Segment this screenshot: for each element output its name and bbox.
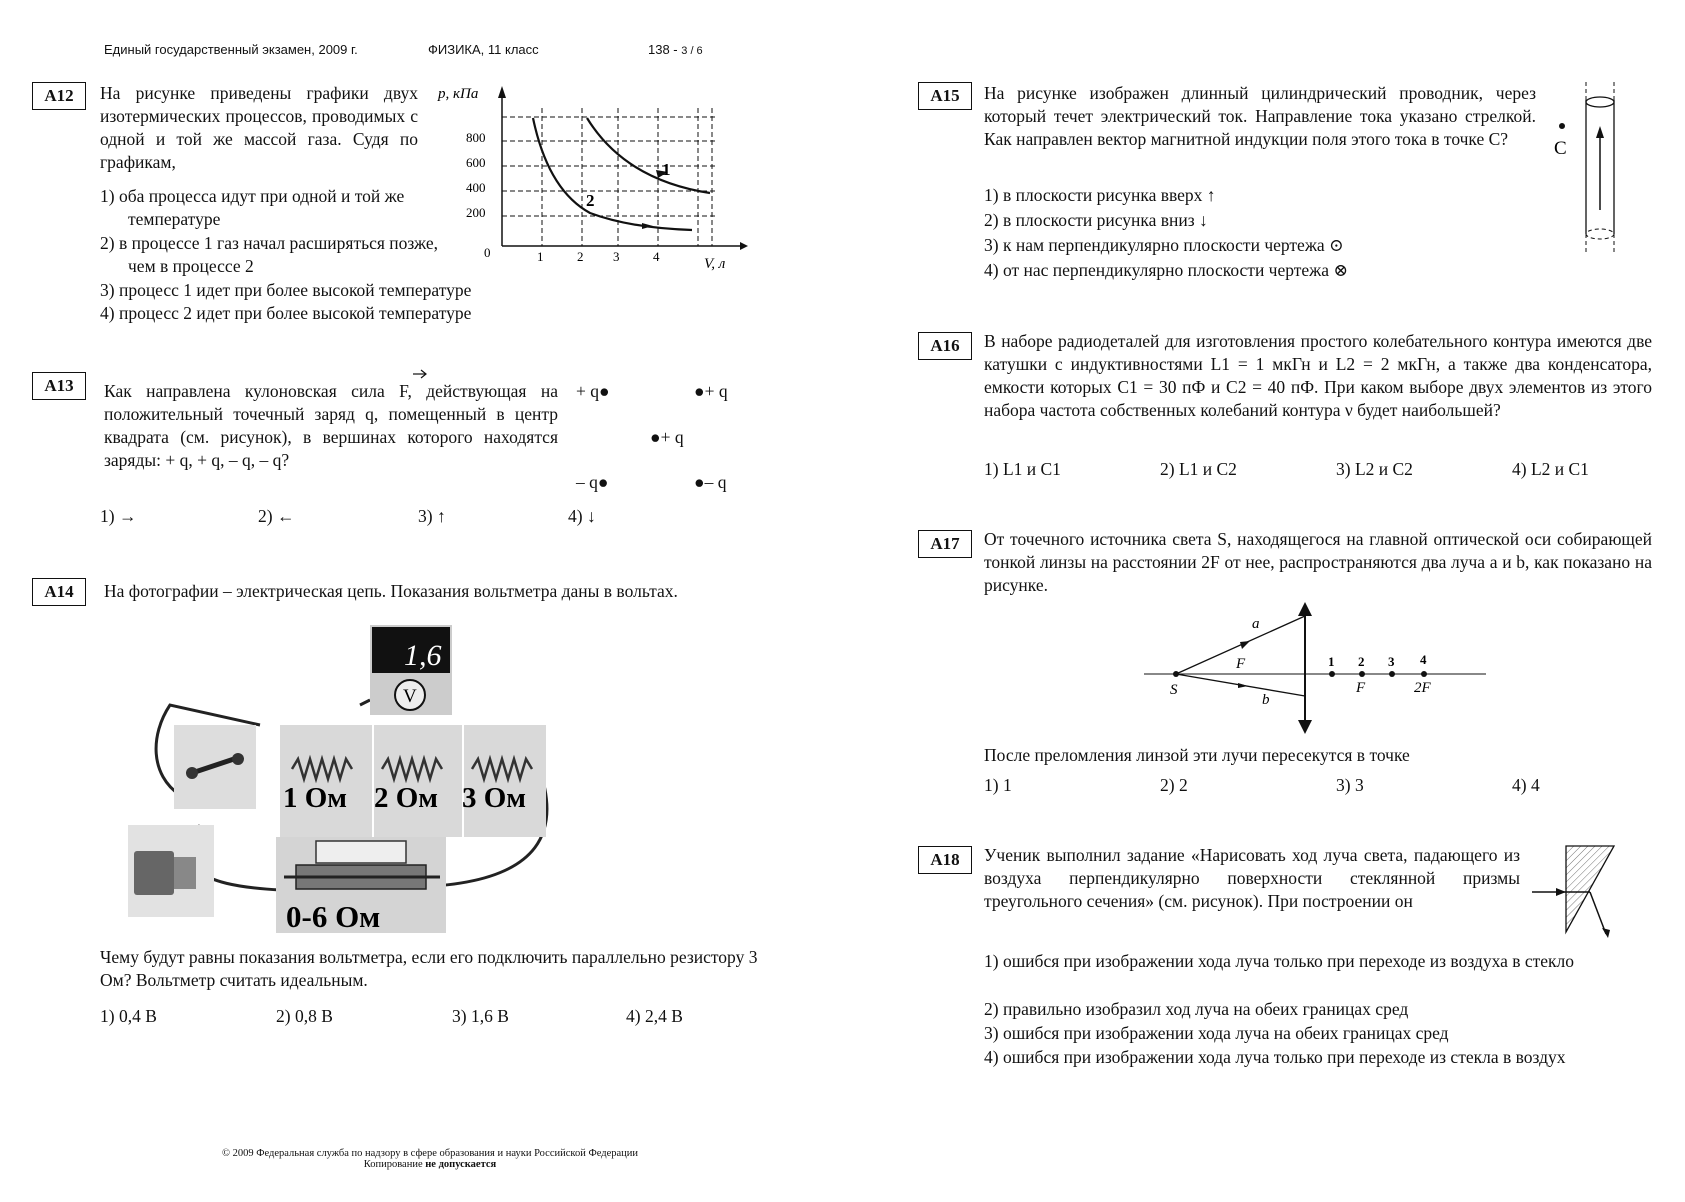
a14-label: А14: [32, 578, 86, 606]
a17-text: От точечного источника света S, находящегося на главной оптической оси собирающей тонкой линзы на расстоянии 2F от нее, распространяются два луча a и b, как показано на рисунке.: [984, 529, 1652, 595]
a12-text: На рисунке приведены графики двух изотермических процессов, проводимых с одной и той же массой газа. Судя по графикам,: [100, 83, 418, 172]
a13-label: А13: [32, 372, 86, 400]
a14-r1-board: [280, 725, 372, 837]
a12-curve-1: [587, 118, 710, 193]
header-page-num: 3 / 6: [681, 45, 703, 57]
a14-rheostat-label: 0-6 Ом: [286, 899, 381, 934]
a14-option-2[interactable]: 2) 0,8 В: [276, 1006, 333, 1026]
a18-prism: [1566, 846, 1614, 932]
a18-option-2[interactable]: 2) правильно изобразил ход луча на обеих границах сред: [984, 999, 1409, 1019]
a17-option-1[interactable]: 1) 1: [984, 775, 1012, 795]
a17-source-dot: [1173, 671, 1179, 677]
a12-x-arrow: [740, 242, 748, 250]
a13-charge-top-right-text: + q: [704, 381, 728, 401]
footer-copy-pre: Копирование: [363, 1159, 423, 1170]
a18-refracted-ray: [1590, 892, 1606, 934]
header-subject: ФИЗИКА, 11 класс: [428, 42, 539, 57]
a12-option-3[interactable]: 3) процесс 1 идет при более высокой температуре: [100, 280, 472, 300]
a15-option-2[interactable]: 2) в плоскости рисунка вниз ↓: [984, 210, 1208, 230]
a13-option-4[interactable]: 4) ↓: [568, 506, 596, 526]
a17-point-3-label: 3: [1388, 654, 1395, 669]
a16-option-1[interactable]: 1) L1 и C1: [984, 459, 1061, 479]
a17-point-4: [1421, 671, 1427, 677]
a17-lens-bottom-arrow: [1298, 720, 1312, 734]
a12-x-tick-3: 3: [613, 249, 620, 264]
a17-label: А17: [918, 530, 972, 558]
a15-option-3[interactable]: 3) к нам перпендикулярно плоскости чертежа ⊙: [984, 235, 1344, 255]
a14-voltmeter-symbol: V: [403, 686, 417, 707]
a14-option-4[interactable]: 4) 2,4 В: [626, 1006, 683, 1026]
a12-y-tick-600: 600: [466, 155, 486, 170]
a15-point-dot: [1559, 123, 1565, 129]
a17-source-label: S: [1170, 682, 1178, 698]
a13-charge-bottom-left-text: – q: [576, 472, 598, 492]
a17-option-3[interactable]: 3) 3: [1336, 775, 1364, 795]
a14-text: На фотографии – электрическая цепь. Показания вольтметра даны в вольтах.: [104, 581, 678, 601]
footer: [140, 1148, 720, 1170]
a15-label: А15: [918, 82, 972, 110]
a12-option-4[interactable]: 4) процесс 2 идет при более высокой температуре: [100, 303, 472, 323]
a13-charge-bottom-right-text: – q: [704, 472, 727, 492]
a14-voltmeter-display: 1,6: [404, 639, 442, 672]
footer-copyright: © 2009 Федеральная служба по надзору в сфере образования и науки Российской Федерации: [221, 1148, 639, 1159]
a13-charge-center-text: + q: [660, 427, 684, 447]
a14-r2-label: 2 Ом: [374, 782, 439, 814]
a17-question: После преломления линзой эти лучи пересекутся в точке: [984, 745, 1410, 765]
a18-prism-diagram: [1530, 840, 1630, 940]
a12-curve-1-label: 1: [662, 160, 671, 179]
a18-option-4[interactable]: 4) ошибся при изображении хода луча только при переходе из стекла в воздух: [984, 1047, 1566, 1067]
a12-x-tick-4: 4: [653, 249, 660, 264]
a15-text: На рисунке изображен длинный цилиндрический проводник, через который течет электрический ток. Направление тока указано стрелкой. Как направлен вектор магнитной индукции поля этого тока в точке С?: [984, 83, 1536, 149]
a14-circuit-photo: [120, 625, 570, 935]
a17-lens-top-arrow: [1298, 602, 1312, 616]
a13-charge-bottom-left: – q●: [576, 472, 609, 492]
header-page: [648, 42, 703, 57]
a15-cylinder-top: [1586, 97, 1614, 107]
a15-option-1[interactable]: 1) в плоскости рисунка вверх ↑: [984, 185, 1216, 205]
a17-option-4[interactable]: 4) 4: [1512, 775, 1540, 795]
a13-charge-top-right: ●+ q: [694, 381, 728, 401]
a13-charge-bottom-right: ●– q: [694, 472, 727, 492]
a13-charge-center: ●+ q: [650, 427, 684, 447]
a17-point-1-label: 1: [1328, 654, 1335, 669]
a13-option-3[interactable]: 3) ↑: [418, 506, 446, 526]
a14-r3-board: [464, 725, 546, 837]
a17-focus-left-label: F: [1236, 656, 1246, 672]
a16-option-3[interactable]: 3) L2 и C2: [1336, 459, 1413, 479]
a12-y-tick-200: 200: [466, 205, 486, 220]
footer-copy-bold: не допускается: [425, 1159, 497, 1170]
a17-double-focus-label: 2F: [1414, 680, 1431, 696]
a15-option-4[interactable]: 4) от нас перпендикулярно плоскости чертежа ⊗: [984, 260, 1349, 280]
a12-x-tick-1: 1: [537, 249, 544, 264]
a14-option-3[interactable]: 3) 1,6 В: [452, 1006, 509, 1026]
a18-label: А18: [918, 846, 972, 874]
a17-point-2-label: 2: [1358, 654, 1365, 669]
a17-point-1: [1329, 671, 1335, 677]
a12-origin: 0: [484, 245, 491, 260]
a12-curve-2-label: 2: [586, 191, 595, 210]
a14-r1-label: 1 Ом: [283, 782, 348, 814]
a14-battery: [134, 851, 174, 895]
a17-ray-b-label: b: [1262, 692, 1270, 708]
a12-grid: [502, 108, 715, 246]
a17-point-4-label: 4: [1420, 652, 1427, 667]
a13-option-2[interactable]: 2) ←: [258, 506, 295, 526]
a14-question: Чему будут равны показания вольтметра, если его подключить параллельно резистору 3 Ом? Вольтметр считать идеальным.: [100, 947, 758, 990]
a17-focus-right-label: F: [1356, 680, 1366, 696]
a12-graph: [430, 80, 750, 280]
a15-point-label: С: [1554, 138, 1567, 159]
a12-x-tick-2: 2: [577, 249, 584, 264]
a13-vector-arrow-icon: [412, 366, 428, 380]
a16-label: А16: [918, 332, 972, 360]
a14-r3-label: 3 Ом: [462, 782, 527, 814]
header-page-code: 138 -: [648, 42, 678, 57]
header-exam: Единый государственный экзамен, 2009 г.: [104, 42, 358, 57]
a12-y-tick-800: 800: [466, 130, 486, 145]
a13-charge-top-left-text: + q: [576, 381, 599, 401]
a16-text: В наборе радиодеталей для изготовления простого колебательного контура имеются две катушки с индуктивностями L1 = 1 мкГн и L2 = 2 мкГн, а также два конденсатора, емкости которых C1 = 30 пФ и C2 = 40 пФ. При каком выборе двух элементов из этого набора частота собственных колебаний контура ν будет наибольшей?: [984, 331, 1652, 420]
footer-copy-note: [140, 1159, 720, 1170]
a16-option-4[interactable]: 4) L2 и C1: [1512, 459, 1589, 479]
a12-y-arrow: [498, 86, 506, 98]
a18-text: Ученик выполнил задание «Нарисовать ход луча света, падающего из воздуха перпендикулярно поверхности стеклянной призмы треугольного сечения» (см. рисунок). При построении он: [984, 845, 1520, 911]
a13-charge-top-left: + q●: [576, 381, 610, 401]
a13-text: Как направлена кулоновская сила F, действующая на положительный точечный заряд q, помещенный в центр квадрата (см. рисунок), в вершинах которого находятся заряды: + q, + q, – q, – q?: [104, 381, 558, 470]
a17-point-3: [1389, 671, 1395, 677]
a18-option-1[interactable]: 1) ошибся при изображении хода луча только при переходе из воздуха в стекло: [984, 951, 1575, 971]
a16-option-2[interactable]: 2) L1 и C2: [1160, 459, 1237, 479]
a14-option-1[interactable]: 1) 0,4 В: [100, 1006, 157, 1026]
a12-y-tick-400: 400: [466, 180, 486, 195]
a13-option-1[interactable]: 1) →: [100, 506, 137, 526]
a17-option-2[interactable]: 2) 2: [1160, 775, 1188, 795]
a18-option-3[interactable]: 3) ошибся при изображении хода луча на обеих границах сред: [984, 1023, 1449, 1043]
a15-current-arrow-head: [1596, 126, 1604, 138]
a17-lens-diagram: [1140, 598, 1490, 738]
a12-option-2[interactable]: 2) в процессе 1 газ начал расширяться позже, чем в процессе 2: [100, 233, 438, 276]
a12-x-label: V, л: [704, 256, 726, 272]
a12-label: А12: [32, 82, 86, 110]
a15-conductor-diagram: [1550, 78, 1620, 256]
a17-ray-a-label: a: [1252, 616, 1260, 632]
a12-option-1[interactable]: 1) оба процесса идут при одной и той же температуре: [100, 186, 405, 229]
a12-y-label: p, кПа: [438, 86, 479, 102]
a17-point-2: [1359, 671, 1365, 677]
